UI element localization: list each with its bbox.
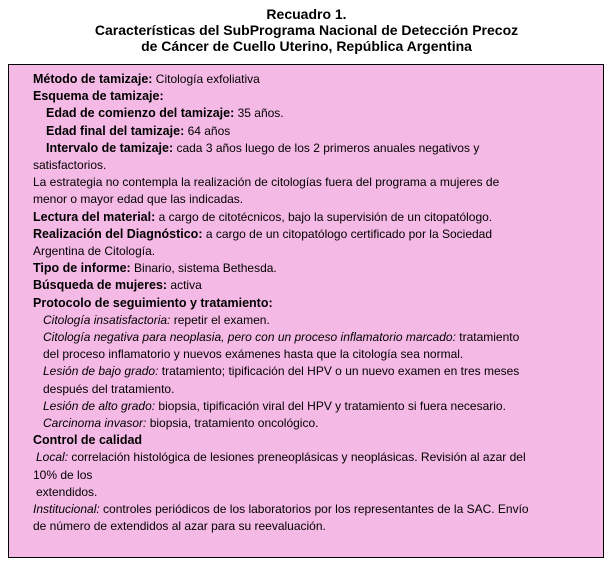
bajo-grado-label: Lesión de bajo grado:	[43, 364, 159, 379]
control-label: Control de calidad	[33, 433, 143, 448]
negativa-row	[33, 329, 593, 346]
metodo-row	[33, 71, 593, 88]
local-cont-1: 10% de los	[33, 467, 93, 482]
realizacion-value: a cargo de un citopatólogo certificado por la Sociedad	[202, 226, 493, 241]
metodo-label: Método de tamizaje:	[33, 72, 153, 86]
estrategia-line-1: La estrategia no contempla la realización de citologías fuera del programa a mujeres de	[33, 175, 500, 190]
busqueda-row	[33, 277, 593, 294]
tipo-informe-row	[33, 260, 593, 277]
estrategia-line-2: menor o mayor edad que las indicadas.	[33, 192, 244, 207]
title-line-3: de Cáncer de Cuello Uterino, República Argentina	[141, 38, 472, 54]
intervalo-cont: satisfactorios.	[33, 158, 107, 173]
busqueda-label: Búsqueda de mujeres:	[33, 278, 168, 293]
content-box	[8, 64, 604, 558]
intervalo-row	[33, 140, 593, 157]
local-cont-2: extendidos.	[36, 484, 98, 499]
busqueda-value: activa	[167, 278, 202, 293]
alto-grado-label: Lesión de alto grado:	[43, 398, 156, 413]
carcinoma-label: Carcinoma invasor:	[43, 416, 147, 431]
alto-grado-value: biopsia, tipificación viral del HPV y tratamiento si fuera necesario.	[155, 398, 506, 413]
negativa-cont: del proceso inflamatorio y nuevos exámenes hasta que la citología sea normal.	[43, 347, 464, 362]
carcinoma-value: biopsia, tratamiento oncológico.	[146, 416, 319, 431]
edad-final-label: Edad final del tamizaje:	[46, 123, 185, 138]
intervalo-value: cada 3 años luego de los 2 primeros anuales negativos y	[173, 140, 480, 155]
local-value: correlación histológica de lesiones preneoplásicas y neoplásicas. Revisión al azar del	[68, 450, 526, 465]
title-line-1: Recuadro 1.	[266, 6, 347, 22]
alto-grado-row	[33, 398, 593, 415]
esquema-row	[33, 88, 593, 105]
lectura-label: Lectura del material:	[33, 209, 156, 224]
edad-comienzo-label: Edad de comienzo del tamizaje:	[46, 106, 235, 121]
negativa-label: Citología negativa para neoplasia, pero con un proceso inflamatorio marcado:	[43, 330, 456, 345]
protocolo-row	[33, 295, 593, 312]
intervalo-label: Intervalo de tamizaje:	[46, 140, 174, 155]
lectura-row	[33, 209, 593, 226]
carcinoma-row	[33, 415, 593, 432]
control-row	[33, 432, 593, 449]
lectura-value: a cargo de citotécnicos, bajo la supervisión de un citopatólogo.	[155, 209, 493, 224]
insatisfactoria-row	[33, 312, 593, 329]
edad-final-value: 64 años	[184, 123, 231, 138]
institucional-value: controles periódicos de los laboratorios por los representantes de la SAC. Envío	[99, 502, 529, 517]
realizacion-cont: Argentina de Citología.	[33, 244, 156, 259]
realizacion-row	[33, 226, 593, 243]
bajo-grado-value: tratamiento; tipificación del HPV o un nuevo examen en tres meses	[158, 364, 520, 379]
negativa-value: tratamiento	[455, 330, 520, 345]
edad-comienzo-row	[33, 105, 593, 122]
realizacion-label: Realización del Diagnóstico:	[33, 226, 203, 241]
local-label: Local:	[36, 450, 69, 465]
institucional-row	[33, 501, 593, 518]
protocolo-label: Protocolo de seguimiento y tratamiento:	[33, 295, 273, 310]
metodo-value: Citología exfoliativa	[152, 72, 260, 86]
insatisfactoria-label: Citología insatisfactoria:	[43, 312, 171, 327]
institucional-cont: de número de extendidos al azar para su reevaluación.	[33, 519, 326, 534]
edad-comienzo-value: 35 años.	[234, 106, 284, 121]
tipo-informe-label: Tipo de informe:	[33, 261, 131, 276]
local-row	[33, 449, 593, 466]
box-title	[0, 6, 613, 54]
tipo-informe-value: Binario, sistema Bethesda.	[130, 261, 277, 276]
bajo-grado-cont: después del tratamiento.	[43, 381, 175, 396]
title-line-2: Características del SubPrograma Nacional de Detección Precoz	[94, 22, 519, 38]
insatisfactoria-value: repetir el examen.	[170, 312, 270, 327]
institucional-label: Institucional:	[33, 502, 100, 517]
bajo-grado-row	[33, 363, 593, 380]
edad-final-row	[33, 123, 593, 140]
esquema-label: Esquema de tamizaje:	[33, 89, 164, 104]
